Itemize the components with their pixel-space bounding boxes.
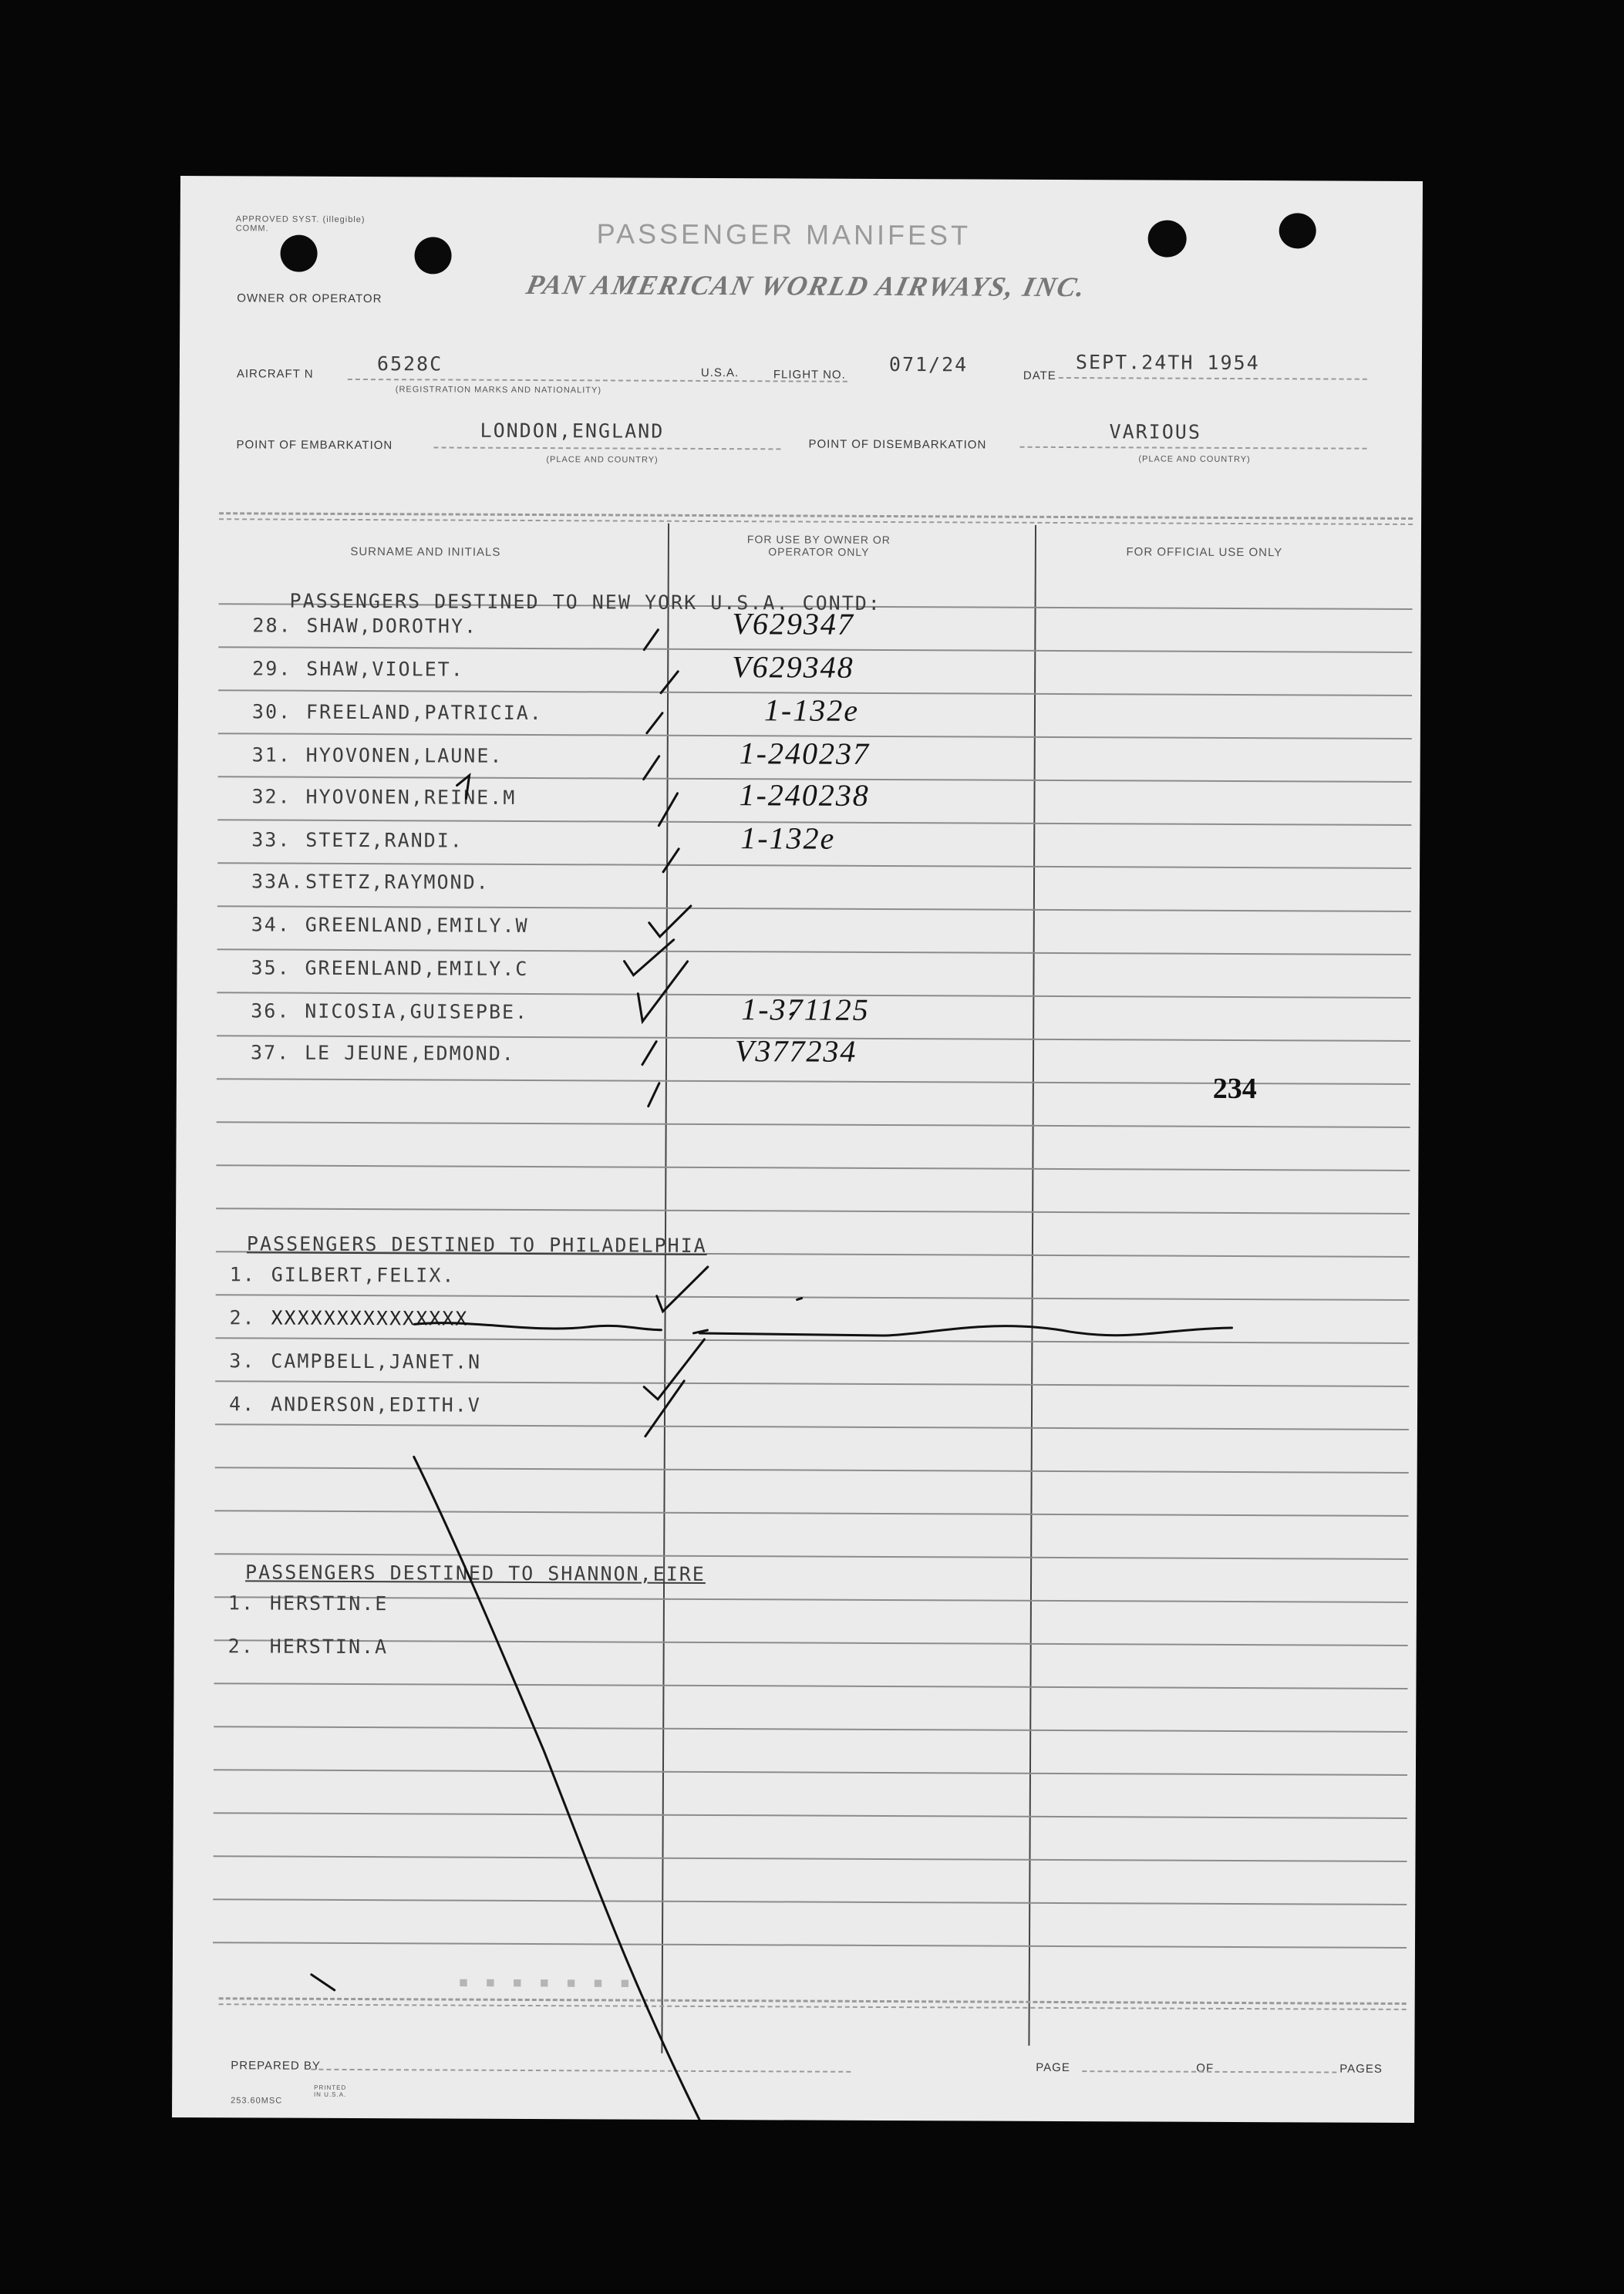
section-heading-new-york: PASSENGERS DESTINED TO NEW YORK U.S.A. CONTD:	[289, 589, 881, 615]
printed-note: PRINTED IN U.S.A.	[313, 2083, 347, 2098]
aircraft-caption: (REGISTRATION MARKS AND NATIONALITY)	[395, 385, 602, 396]
aircraft-number: 6528C	[376, 352, 443, 376]
flight-label: FLIGHT NO.	[773, 368, 846, 382]
disembarkation-place: VARIOUS	[1109, 420, 1201, 443]
column-header-names: SURNAME AND INITIALS	[350, 544, 501, 559]
document-number: 1-132e	[740, 820, 836, 856]
document-number: V629347	[732, 606, 855, 642]
airline-name: PAN AMERICAN WORLD AIRWAYS, INC.	[524, 268, 1090, 303]
flight-number: 071/24	[888, 353, 969, 376]
passenger-name: GILBERT,FELIX.	[271, 1263, 456, 1287]
row-number: 31.	[251, 743, 291, 766]
passenger-name: HERSTIN.E	[269, 1592, 389, 1615]
pages-label: PAGES	[1339, 2062, 1383, 2076]
embarkation-caption: (PLACE AND COUNTRY)	[546, 455, 659, 465]
page-label: PAGE	[1036, 2060, 1070, 2075]
row-number: 34.	[251, 913, 291, 936]
passenger-name: ANDERSON,EDITH.V	[270, 1393, 481, 1416]
passenger-name: HERSTIN.A	[269, 1635, 389, 1659]
embarkation-place: LONDON,ENGLAND	[480, 419, 665, 443]
document-number: 1-240237	[739, 736, 871, 771]
aircraft-label: AIRCRAFT N	[236, 367, 314, 381]
row-number: 33.	[251, 828, 291, 851]
manifest-sheet	[172, 176, 1423, 2123]
row-number: 35.	[251, 956, 291, 979]
form-code: 253.60MSC	[231, 2096, 283, 2106]
of-label: OF	[1196, 2061, 1215, 2075]
bleed-through-text: ▪ ▪ ▪ ▪ ▪ ▪ ▪	[457, 1970, 633, 1993]
row-number: 30.	[251, 700, 292, 723]
approval-note: APPROVED SYST. (illegible) COMM.	[235, 214, 366, 234]
owner-label: OWNER OR OPERATOR	[237, 291, 382, 306]
disembarkation-label: POINT OF DISEMBARKATION	[808, 437, 987, 452]
row-number: 2.	[229, 1306, 256, 1329]
column-header-official: FOR OFFICIAL USE ONLY	[1126, 545, 1283, 560]
document-number: 1-132e	[763, 692, 860, 728]
passenger-name: HYOVONEN,REINE.M	[305, 785, 517, 809]
document-number: V629348	[732, 649, 854, 685]
section-heading-shannon: PASSENGERS DESTINED TO SHANNON,EIRE	[245, 1561, 706, 1585]
row-number: 4.	[228, 1393, 256, 1416]
disembarkation-caption: (PLACE AND COUNTRY)	[1138, 454, 1251, 465]
document-number: 1-371125	[741, 992, 870, 1027]
passenger-name: NICOSIA,GUISEPBE.	[305, 999, 529, 1023]
prepared-label: PREPARED BY	[231, 2059, 321, 2073]
passenger-name: FREELAND,PATRICIA.	[305, 700, 543, 725]
row-number: 37.	[250, 1041, 291, 1064]
passenger-name: XXXXXXXXXXXXXXX	[271, 1306, 469, 1330]
date-label: DATE	[1023, 369, 1056, 382]
row-number: 2.	[227, 1635, 254, 1658]
row-number: 36.	[251, 999, 291, 1022]
row-number: 33A.	[251, 870, 305, 893]
passenger-name: LE JEUNE,EDMOND.	[304, 1041, 515, 1065]
passenger-name: GREENLAND,EMILY.C	[305, 956, 529, 980]
section-heading-philadelphia: PASSENGERS DESTINED TO PHILADELPHIA	[246, 1232, 707, 1257]
passenger-name: STETZ,RAYMOND.	[305, 870, 490, 894]
document-number: V377234	[734, 1033, 857, 1069]
handwritten-marks	[172, 176, 1423, 2123]
official-number: 234	[1212, 1072, 1257, 1106]
passenger-name: CAMPBELL,JANET.N	[271, 1349, 482, 1373]
column-header-owner: FOR USE BY OWNER OR OPERATOR ONLY	[746, 533, 891, 558]
row-number: 29.	[252, 657, 292, 680]
document-number: 1-240238	[739, 777, 870, 813]
passenger-name: STETZ,RANDI.	[305, 828, 463, 852]
passenger-name: GREENLAND,EMILY.W	[305, 913, 529, 937]
row-number: 3.	[229, 1349, 256, 1373]
form-title: PASSENGER MANIFEST	[596, 217, 972, 251]
row-number: 28.	[252, 614, 292, 637]
passenger-name: SHAW,DOROTHY.	[306, 614, 478, 638]
flight-date: SEPT.24TH 1954	[1075, 351, 1260, 375]
passenger-name: HYOVONEN,LAUNE.	[305, 743, 504, 767]
embarkation-label: POINT OF EMBARKATION	[236, 438, 393, 453]
passenger-name: SHAW,VIOLET.	[306, 657, 464, 681]
usa-label: U.S.A.	[700, 365, 740, 380]
row-number: 1.	[229, 1263, 256, 1286]
row-number: 1.	[227, 1592, 255, 1615]
row-number: 32.	[251, 785, 291, 808]
